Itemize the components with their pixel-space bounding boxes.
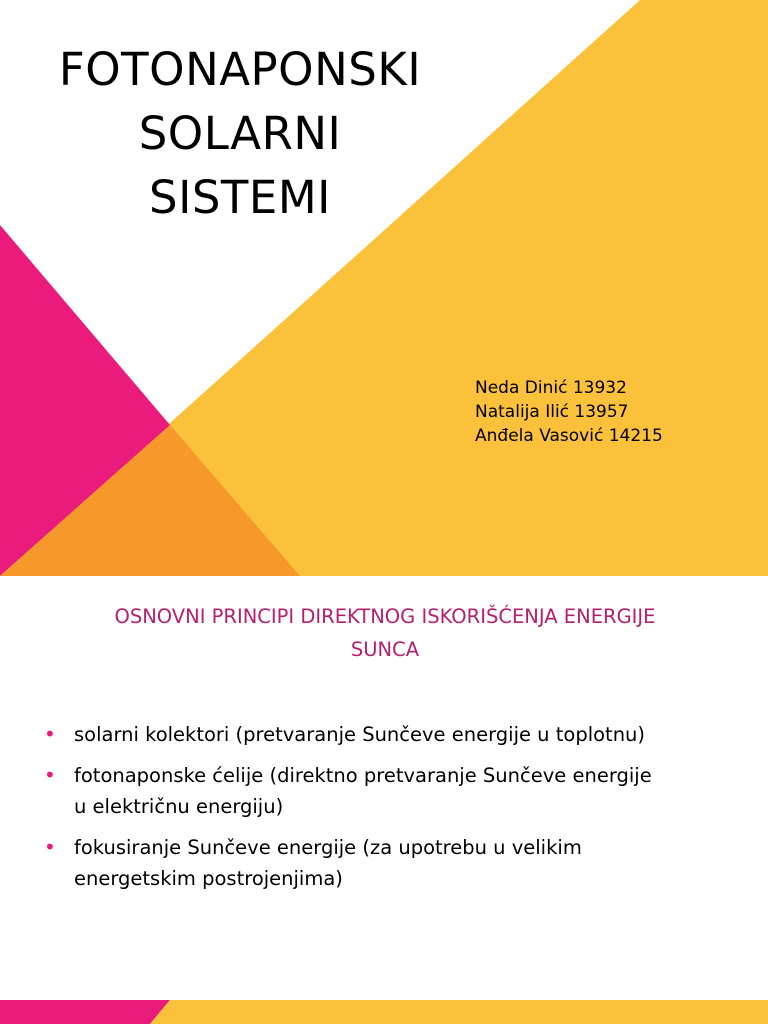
bullet-dot-icon: • [44, 763, 56, 787]
bullet-text: fotonaponske ćelije (direktno pretvaranje Sunčeve energije [74, 764, 652, 787]
bullet-item [44, 832, 724, 894]
title-line: FOTONAPONSKI [58, 43, 422, 96]
yellow-strip-shape [150, 1000, 768, 1024]
bullet-dot-icon: • [44, 722, 56, 746]
heading-line: SUNCA [350, 638, 420, 661]
title-line: SOLARNI [138, 107, 342, 160]
bullet-item [44, 760, 724, 822]
title-line: SISTEMI [149, 171, 331, 224]
bullet-text: solarni kolektori (pretvaranje Sunčeve energije u toplotnu) [74, 723, 646, 746]
slide-heading [40, 600, 730, 666]
bullet-dot-icon: • [44, 835, 56, 859]
bullet-text: fokusiranje Sunčeve energije (za upotrebu u velikim [74, 836, 582, 859]
magenta-strip-shape [0, 1000, 170, 1024]
bullet-text: u električnu energiju) [74, 795, 284, 818]
content-slide [0, 576, 768, 1024]
presentation-title [30, 38, 450, 230]
bullet-list [44, 719, 724, 904]
author-line: Natalija Ilić 13957 [475, 402, 629, 422]
author-line: Anđela Vasović 14215 [475, 426, 663, 446]
bullet-text: energetskim postrojenjima) [74, 867, 343, 890]
authors-list [475, 376, 663, 448]
heading-line: OSNOVNI PRINCIPI DIREKTNOG ISKORIŠĆENJA ENERGIJE [114, 605, 656, 628]
author-line: Neda Dinić 13932 [475, 378, 627, 398]
bullet-item [44, 719, 724, 750]
slide2-bottom-decoration [0, 1000, 768, 1024]
